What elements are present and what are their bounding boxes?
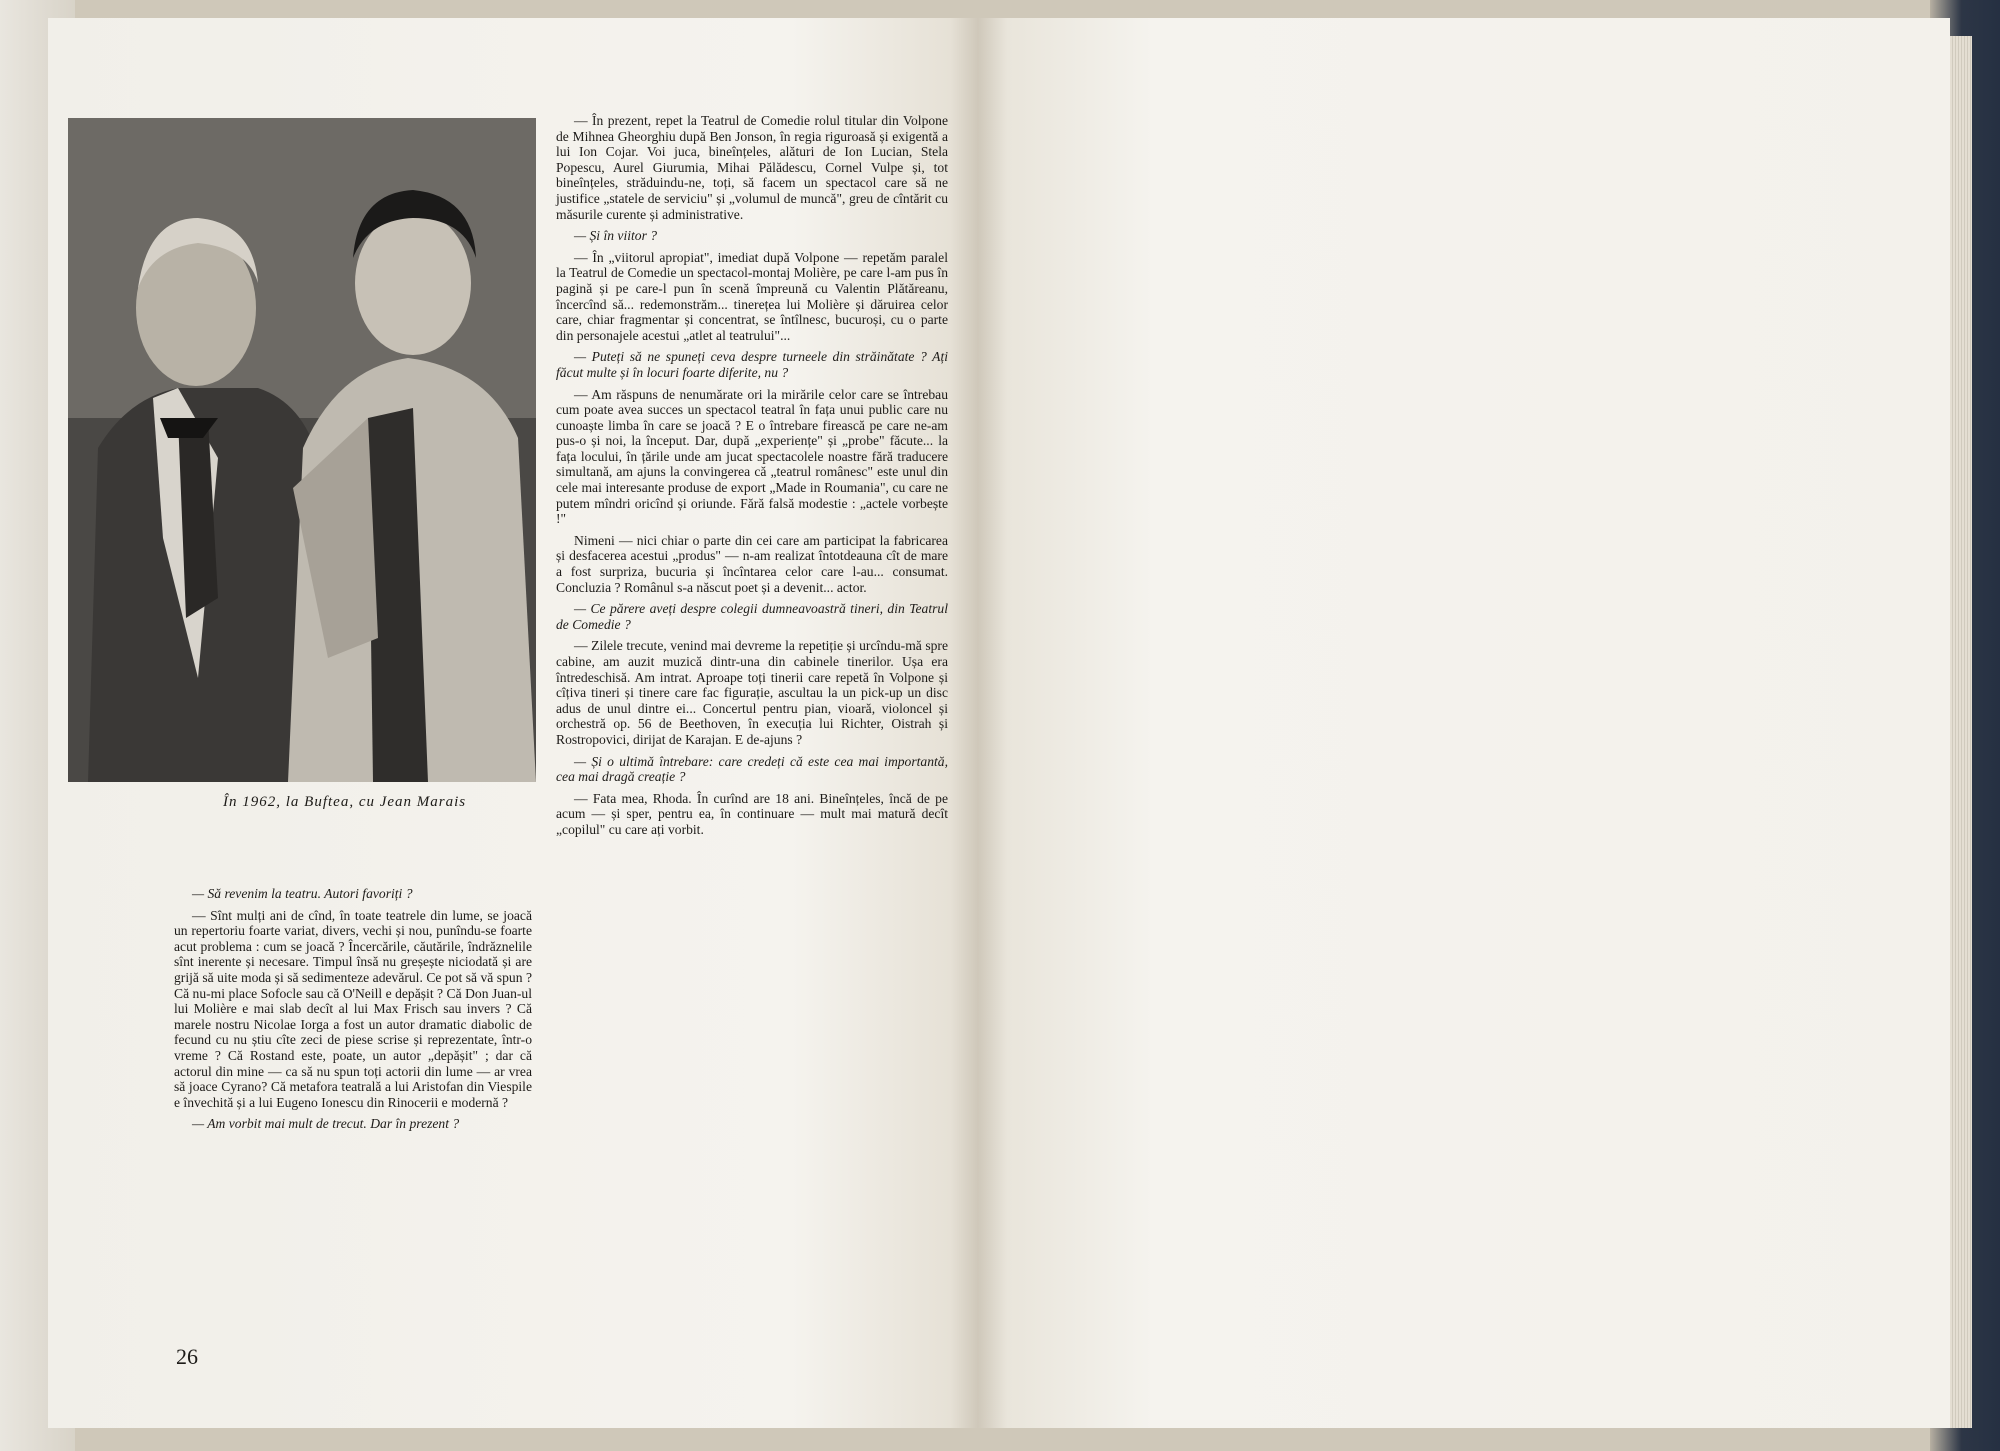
interview-answer: — Am răspuns de nenumărate ori la mirările celor care se întrebau cum poate avea succes un spectacol teatral în fața unui public care nu cunoaște limba în care se joacă ? E o întrebare firească pe care ne-am pus-o și noi, la început. Dar, după „experiențe" și „probe" făcute... la fața locului, în țările unde am jucat spectacolele noastre fără traducere simultană, am ajuns la convingerea că „teatrul românesc" este unul din cele mai interesante produse de export „Made in Roumania", cu care ne putem mîndri oricînd și oriunde. Fără falsă modestie : „actele vorbește !" [556,386,948,527]
interview-question: — Să revenim la teatru. Autori favoriți ? [192,886,413,901]
photo-illustration [68,118,536,782]
interview-answer: — Fata mea, Rhoda. În curînd are 18 ani. Bineînțeles, încă de pe acum — și sper, pentru ea, în continuare — mult mai matură decît „copilul" cu care ați vorbit. [556,790,948,837]
interview-answer: Nimeni — nici chiar o parte din cei care am participat la fabricarea și desfacerea acestui „produs" — n-am realizat întotdeauna cît de mare a fost surpriza, bucuria și încîntarea celor care l-au... consumat. Concluzia ? Românul s-a născut poet și a devenit... actor. [556,532,948,595]
interview-question: — Și în viitor ? [574,228,658,244]
interview-question: — Puteți să ne spuneți ceva despre turneele din străinătate ? Ați făcut multe și în locuri foarte diferite, nu ? [556,349,948,380]
interview-column-left [174,886,532,1138]
right-page [978,18,1950,1428]
interview-answer: — În prezent, repet la Teatrul de Comedie rolul titular din Volpone de Mihnea Gheorghiu după Ben Jonson, în regia riguroasă și exigentă a lui Ion Cojar. Voi juca, bineînțeles, alături de Ion Lucian, Stela Popescu, Aurel Giurumia, Mihai Pălădescu, Cornel Vulpe și, tot bineînțeles, străduindu-ne, toți, să facem un spectacol care să ne justifice „statele de serviciu" și „volumul de muncă", greu de cîntărit cu măsurile curente și administrative. [556,113,948,222]
interview-question: — Am vorbit mai mult de trecut. Dar în prezent ? [192,1116,460,1132]
interview-question: — Ce părere aveți despre colegii dumneavoastră tineri, din Teatrul de Comedie ? [556,601,948,632]
interview-answer: — Sînt mulți ani de cînd, în toate teatrele din lume, se joacă un repertoriu foarte variat, divers, vechi și nou, punîndu-se foarte acut problema : cum se joacă ? Încercările, căutările, îndrăznelile sînt inerente și necesare. Timpul însă nu greșește niciodată și are grijă să uite moda și să sedimenteze adevărul. Ce pot să vă spun ? Că nu-mi place Sofocle sau că O'Neill e depășit ? Că Don Juan-ul lui Molière e mai slab decît al lui Max Frisch sau invers ? Că marele nostru Nicolae Iorga a fost un autor dramatic diabolic de fecund cu nu știu cîte zeci de piese scrise și reprezentate, într-o vreme ? Că Rostand este, poate, un autor „depășit" ; dar că actorul din mine — ca să nu spun toți actorii din lume — ar vrea să joace Cyrano? Că metafora teatrală a lui Aristofan din Viespile e învechită și a lui Eugeno Ionescu din Rinocerii e modernă ? [174,907,532,1110]
interview-question: — Și o ultimă întrebare: care credeți că este cea mai importantă, cea mai dragă creație ? [556,753,948,785]
left-page [48,18,978,1428]
photo-two-men [68,118,536,782]
page-number-left: 26 [176,1344,198,1369]
interview-column-right [556,113,948,844]
photo-caption: În 1962, la Buftea, cu Jean Marais [223,794,467,810]
interview-answer: — Zilele trecute, venind mai devreme la repetiție și urcîndu-mă spre cabine, am auzit muzică dintr-una din cabinele tinerilor. Ușa era întredeschisă. Am intrat. Aproape toți tinerii care repetă în Volpone și cîțiva tineri și tinere care fac figurație, ascultau la un pick-up un disc adus de unul dintre ei... Concertul pentru pian, vioară, violoncel și orchestră op. 56 de Beethoven, în execuția lui Richter, Oistrah și Rostropovici, dirijat de Karajan. E de-ajuns ? [556,638,948,747]
interview-answer: — În „viitorul apropiat", imediat după Volpone — repetăm paralel la Teatrul de Comedie un spectacol-montaj Molière, pe care l-am pus în pagină și pe care-l pun în scenă împreună cu Valentin Plătăreanu, încercînd să... redemonstrăm... tinerețea lui Molière și dăruirea celor care, chiar fragmentar și concentrat, se întîlnesc, bucuroși, cu o parte din personajele acestui „atlet al teatrului"... [556,249,948,343]
page-edges [1950,36,1972,1428]
